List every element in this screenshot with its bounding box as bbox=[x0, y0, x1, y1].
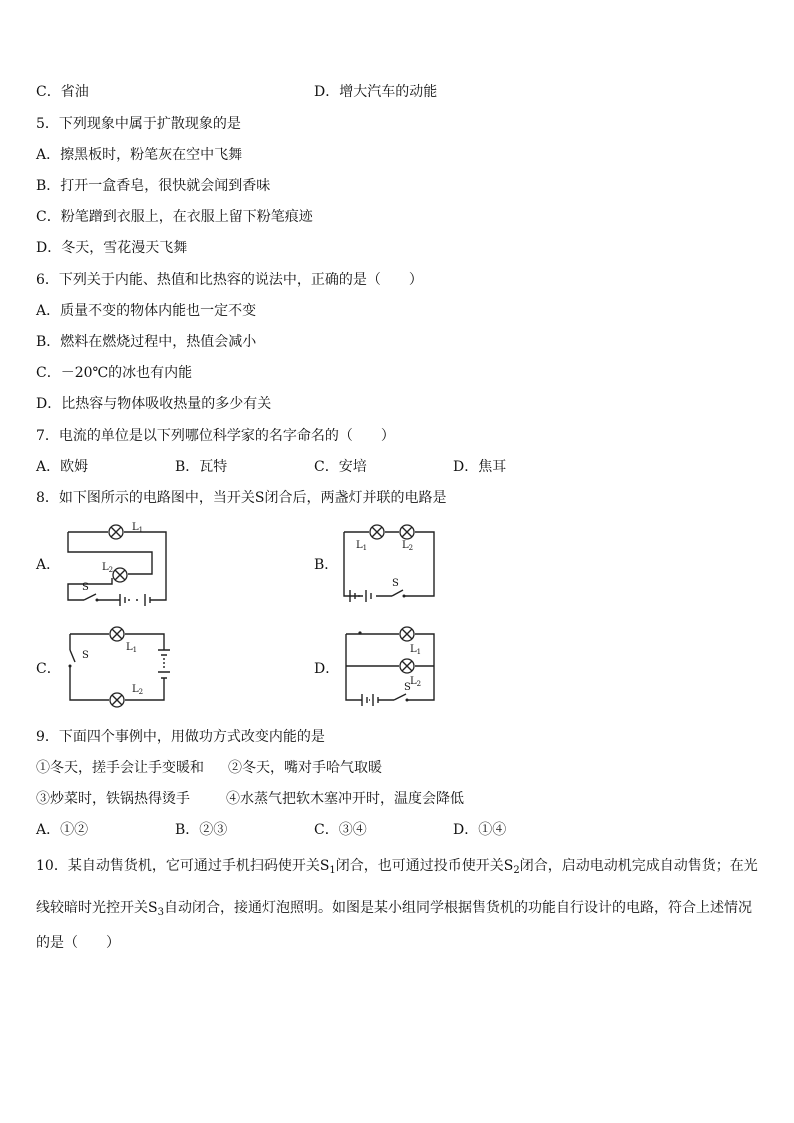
lamp-l2-icon bbox=[110, 693, 124, 707]
battery-icon bbox=[362, 694, 378, 706]
q7-option-d: D．焦耳 bbox=[453, 459, 507, 475]
svg-text:L2: $L_2$ bbox=[410, 676, 422, 688]
battery-icon bbox=[120, 594, 150, 606]
svg-text:S: S bbox=[404, 682, 411, 693]
svg-text:S: S bbox=[82, 650, 89, 661]
q8-label-b: B． bbox=[314, 557, 339, 573]
lamp-l1-icon bbox=[109, 525, 123, 539]
q8-label-d: D． bbox=[314, 661, 340, 677]
lamp-l1-icon bbox=[110, 627, 124, 641]
svg-text:L1: $L_1$ bbox=[410, 644, 422, 656]
q5-option-c: C．粉笔蹭到衣服上，在衣服上留下粉笔痕迹 bbox=[36, 209, 313, 225]
q6-option-b: B．燃料在燃烧过程中，热值会减小 bbox=[36, 334, 257, 350]
q5-option-a: A．擦黑板时，粉笔灰在空中飞舞 bbox=[36, 147, 243, 163]
q10-stem-line3: 的是（ ） bbox=[36, 935, 120, 951]
lamp-l2-icon bbox=[400, 525, 414, 539]
switch-icon bbox=[394, 694, 409, 702]
svg-text:L1: $L_1$ bbox=[126, 642, 138, 654]
q5-option-b: B．打开一盒香皂，很快就会闻到香味 bbox=[36, 178, 271, 194]
switch-icon bbox=[84, 594, 99, 602]
q9-item-4: ④水蒸气把软木塞冲开时，温度会降低 bbox=[226, 791, 464, 807]
switch-icon bbox=[392, 590, 406, 598]
q6-option-a: A．质量不变的物体内能也一定不变 bbox=[36, 303, 257, 319]
q4-option-c: C．省油 bbox=[36, 84, 89, 100]
svg-text:L2: $L_2$ bbox=[402, 540, 414, 552]
q8-label-a: A． bbox=[36, 557, 61, 573]
svg-text:L2: $L_2$ bbox=[102, 562, 114, 574]
q6-stem: 6．下列关于内能、热值和比热容的说法中，正确的是（ ） bbox=[36, 272, 423, 288]
svg-text:L1: $L_1$ bbox=[132, 522, 144, 534]
q9-item-1: ①冬天，搓手会让手变暖和 bbox=[36, 760, 204, 776]
q7-option-b: B．瓦特 bbox=[175, 459, 228, 475]
svg-text:L2: $L_2$ bbox=[132, 684, 144, 696]
circuit-diagram-c bbox=[60, 622, 180, 712]
q10-stem-line1: 10．某自动售货机，它可通过手机扫码使开关$S_1$闭合，也可通过投币使开关$S_2$闭合，启动电动机完成自动售货；在光 bbox=[36, 858, 758, 876]
q9-option-d: D．①④ bbox=[453, 822, 507, 838]
q7-option-c: C．安培 bbox=[314, 459, 367, 475]
q7-stem: 7．电流的单位是以下列哪位科学家的名字命名的（ ） bbox=[36, 428, 395, 444]
switch-icon bbox=[69, 650, 76, 668]
q7-option-a: A．欧姆 bbox=[36, 459, 89, 475]
q6-option-c: C．－20℃的冰也有内能 bbox=[36, 365, 193, 381]
q9-option-a: A．①② bbox=[36, 822, 89, 838]
svg-text:S: S bbox=[82, 582, 89, 593]
circuit-diagram-d bbox=[336, 622, 446, 712]
q6-option-d: D．比热容与物体吸收热量的多少有关 bbox=[36, 396, 272, 412]
q5-stem: 5．下列现象中属于扩散现象的是 bbox=[36, 116, 241, 132]
lamp-l2-icon bbox=[113, 568, 127, 582]
q9-option-b: B．②③ bbox=[175, 822, 228, 838]
svg-text:S: S bbox=[392, 578, 399, 589]
q4-option-d: D．增大汽车的动能 bbox=[314, 84, 438, 100]
lamp-l2-icon bbox=[400, 659, 414, 673]
q8-stem: 8．如下图所示的电路图中，当开关S闭合后，两盏灯并联的电路是 bbox=[36, 490, 447, 506]
q9-item-3: ③炒菜时，铁锅热得烫手 bbox=[36, 791, 190, 807]
q10-stem-line2: 线较暗时光控开关$S_3$自动闭合，接通灯泡照明。如图是某小组同学根据售货机的功能自行设计的电路，符合上述情况 bbox=[36, 900, 752, 918]
q9-option-c: C．③④ bbox=[314, 822, 367, 838]
q9-item-2: ②冬天，嘴对手哈气取暖 bbox=[228, 760, 382, 776]
circuit-diagram-a bbox=[60, 518, 190, 608]
battery-icon bbox=[158, 650, 170, 678]
q5-option-d: D．冬天，雪花漫天飞舞 bbox=[36, 240, 188, 256]
q9-stem: 9．下面四个事例中，用做功方式改变内能的是 bbox=[36, 729, 325, 745]
lamp-l1-icon bbox=[400, 627, 414, 641]
svg-text:L1: $L_1$ bbox=[356, 540, 368, 552]
q8-label-c: C． bbox=[36, 661, 61, 677]
lamp-l1-icon bbox=[370, 525, 384, 539]
circuit-diagram-b bbox=[336, 518, 446, 608]
